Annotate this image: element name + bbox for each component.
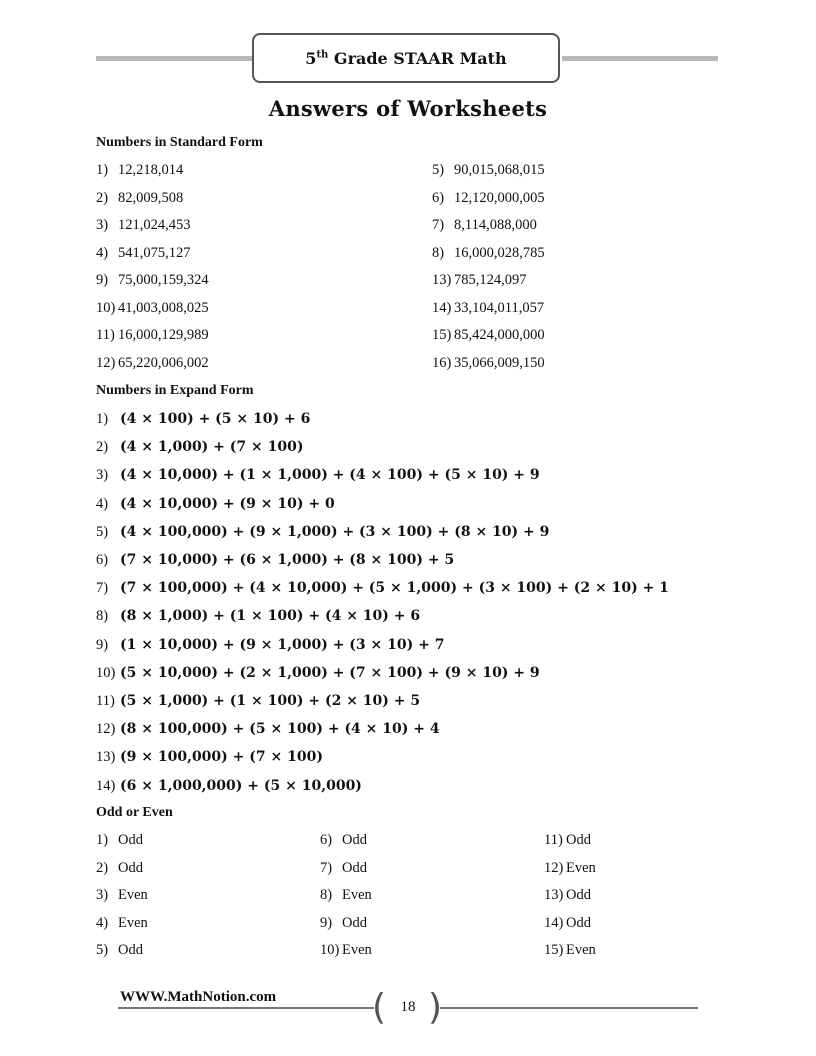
item-number: 2) — [96, 859, 109, 876]
item-answer: 121,024,453 — [118, 217, 191, 233]
item-number: 9) — [320, 914, 333, 931]
expand-form-item — [96, 749, 323, 766]
standard-form-item — [96, 190, 183, 207]
item-number: 4) — [96, 914, 109, 931]
item-answer: (8 × 1,000) + (1 × 100) + (4 × 10) + 6 — [120, 608, 421, 625]
item-number: 8) — [432, 244, 445, 261]
item-answer: 16,000,129,989 — [118, 327, 209, 343]
odd-even-item — [96, 887, 148, 904]
item-answer: (4 × 10,000) + (1 × 1,000) + (4 × 100) + (5 × 10) + 9 — [120, 467, 540, 484]
item-answer: 35,066,009,150 — [454, 354, 545, 371]
section-heading-standard-form: Numbers in Standard Form — [96, 135, 263, 150]
expand-form-item — [96, 467, 540, 484]
odd-even-item — [544, 832, 591, 849]
standard-form-item — [432, 217, 537, 234]
item-answer: Odd — [342, 832, 367, 848]
item-answer: 65,220,006,002 — [118, 354, 209, 371]
item-answer: 16,000,028,785 — [454, 244, 545, 261]
item-number: 9) — [96, 636, 109, 653]
expand-form-item — [96, 665, 540, 682]
odd-even-item — [320, 832, 367, 849]
item-number: 12) — [544, 859, 564, 876]
item-answer: (7 × 10,000) + (6 × 1,000) + (8 × 100) + 5 — [120, 552, 455, 568]
item-answer: 90,015,068,015 — [454, 162, 545, 178]
item-answer: 33,104,011,057 — [454, 299, 545, 316]
standard-form-item — [432, 272, 527, 289]
odd-even-item — [96, 915, 148, 932]
item-number: 4) — [96, 495, 109, 512]
expand-form-item — [96, 637, 444, 654]
item-answer: 12,120,000,005 — [454, 189, 545, 206]
section-heading-odd-even: Odd or Even — [96, 805, 173, 820]
item-number: 12) — [96, 721, 116, 738]
item-number: 5) — [96, 523, 109, 540]
item-number: 1) — [96, 411, 109, 427]
item-number: 10) — [96, 299, 116, 316]
header-title: 5th Grade STAAR Math — [305, 48, 507, 68]
item-answer: Even — [566, 859, 596, 876]
section-heading-expand-form: Numbers in Expand Form — [96, 383, 254, 398]
expand-form-item — [96, 496, 335, 513]
item-number: 7) — [320, 859, 333, 876]
page-title: Answers of Worksheets — [268, 96, 548, 121]
odd-even-item — [320, 887, 372, 904]
item-number: 5) — [96, 942, 109, 958]
odd-even-item — [544, 915, 591, 932]
page-number: 18 — [400, 999, 416, 1015]
odd-even-item — [96, 832, 143, 849]
item-answer: (9 × 100,000) + (7 × 100) — [120, 749, 323, 766]
expand-form-item — [96, 439, 303, 456]
item-answer: 75,000,159,324 — [118, 272, 209, 288]
item-answer: 41,003,008,025 — [118, 299, 209, 316]
item-number: 6) — [320, 832, 333, 848]
item-answer: Even — [118, 887, 148, 903]
odd-even-item — [320, 915, 367, 932]
odd-even-item — [96, 942, 143, 959]
standard-form-item — [96, 245, 191, 262]
standard-form-item — [432, 190, 545, 207]
item-number: 1) — [96, 162, 109, 178]
item-answer: Odd — [566, 832, 591, 848]
item-number: 1) — [96, 832, 109, 848]
item-answer: (1 × 10,000) + (9 × 1,000) + (3 × 10) + 7 — [120, 636, 445, 653]
footer-site-link[interactable]: WWW.MathNotion.com — [120, 989, 277, 1005]
item-answer: (4 × 10,000) + (9 × 10) + 0 — [120, 495, 335, 512]
item-answer: 12,218,014 — [118, 162, 184, 178]
odd-even-item — [544, 887, 591, 904]
item-number: 14) — [432, 299, 452, 316]
standard-form-item — [96, 327, 209, 344]
item-answer: (4 × 1,000) + (7 × 100) — [120, 439, 304, 456]
item-number: 3) — [96, 467, 109, 484]
item-number: 2) — [96, 189, 109, 206]
standard-form-item — [96, 300, 209, 317]
item-number: 16) — [432, 354, 452, 371]
item-number: 13) — [544, 887, 564, 903]
item-answer: (6 × 1,000,000) + (5 × 10,000) — [120, 777, 362, 794]
header-title-box — [252, 33, 560, 83]
footer-rule-left — [118, 1007, 374, 1009]
item-answer: Even — [566, 942, 596, 958]
item-number: 3) — [96, 887, 109, 903]
odd-even-item — [544, 942, 596, 959]
footer-rule-right — [440, 1007, 698, 1009]
item-answer: Odd — [342, 859, 367, 876]
standard-form-item — [96, 355, 209, 372]
item-number: 11) — [544, 832, 563, 848]
expand-form-item — [96, 411, 310, 428]
expand-form-item — [96, 778, 362, 795]
item-number: 8) — [96, 608, 109, 625]
item-answer: 8,114,088,000 — [454, 217, 537, 233]
expand-form-item — [96, 693, 420, 710]
standard-form-item — [96, 162, 183, 179]
item-answer: 785,124,097 — [454, 272, 527, 288]
odd-even-item — [320, 942, 372, 959]
item-number: 13) — [432, 272, 452, 288]
item-number: 12) — [96, 354, 116, 371]
header-rule-left — [96, 56, 252, 61]
item-answer: (4 × 100,000) + (9 × 1,000) + (3 × 100) + (8 × 10) + 9 — [120, 523, 550, 540]
item-answer: (4 × 100) + (5 × 10) + 6 — [120, 411, 311, 427]
expand-form-item — [96, 552, 454, 569]
item-number: 14) — [544, 914, 564, 931]
standard-form-item — [96, 217, 191, 234]
item-number: 6) — [432, 189, 445, 206]
item-answer: Odd — [118, 859, 143, 876]
item-number: 13) — [96, 749, 116, 766]
standard-form-item — [432, 162, 545, 179]
expand-form-item — [96, 721, 440, 738]
page-number-right-brace: ) — [428, 987, 443, 1028]
standard-form-item — [432, 327, 545, 344]
item-number: 3) — [96, 217, 109, 233]
item-answer: Even — [342, 942, 372, 958]
item-answer: Even — [342, 887, 372, 903]
item-answer: 85,424,000,000 — [454, 327, 545, 343]
item-answer: (7 × 100,000) + (4 × 10,000) + (5 × 1,000) + (3 × 100) + (2 × 10) + 1 — [120, 580, 669, 597]
item-number: 10) — [320, 942, 340, 958]
item-number: 11) — [96, 327, 115, 343]
page-number-left-brace: ( — [372, 987, 387, 1028]
odd-even-item — [320, 860, 367, 877]
item-answer: Odd — [566, 914, 591, 931]
item-number: 4) — [96, 244, 109, 261]
item-number: 9) — [96, 272, 109, 288]
item-answer: Odd — [566, 887, 591, 903]
item-number: 6) — [96, 552, 109, 568]
item-answer: Odd — [118, 832, 143, 848]
item-answer: Odd — [118, 942, 143, 958]
item-answer: Odd — [342, 914, 367, 931]
expand-form-item — [96, 580, 669, 597]
item-answer: 541,075,127 — [118, 244, 191, 261]
item-answer: (5 × 10,000) + (2 × 1,000) + (7 × 100) + (9 × 10) + 9 — [120, 664, 540, 681]
item-number: 7) — [432, 217, 445, 233]
item-number: 14) — [96, 777, 116, 794]
item-number: 11) — [96, 693, 115, 709]
item-answer: (5 × 1,000) + (1 × 100) + (2 × 10) + 5 — [120, 693, 421, 709]
item-answer: 82,009,508 — [118, 189, 184, 206]
header-rule-right — [562, 56, 718, 61]
standard-form-item — [96, 272, 209, 289]
item-number: 5) — [432, 162, 445, 178]
item-answer: (8 × 100,000) + (5 × 100) + (4 × 10) + 4 — [120, 721, 440, 738]
odd-even-item — [544, 860, 596, 877]
item-number: 15) — [544, 942, 564, 958]
odd-even-item — [96, 860, 143, 877]
item-number: 2) — [96, 439, 109, 456]
standard-form-item — [432, 355, 545, 372]
item-number: 15) — [432, 327, 452, 343]
standard-form-item — [432, 245, 545, 262]
item-number: 10) — [96, 664, 116, 681]
item-number: 8) — [320, 887, 333, 903]
item-answer: Even — [118, 914, 148, 931]
standard-form-item — [432, 300, 544, 317]
item-number: 7) — [96, 580, 109, 597]
expand-form-item — [96, 608, 420, 625]
expand-form-item — [96, 524, 549, 541]
